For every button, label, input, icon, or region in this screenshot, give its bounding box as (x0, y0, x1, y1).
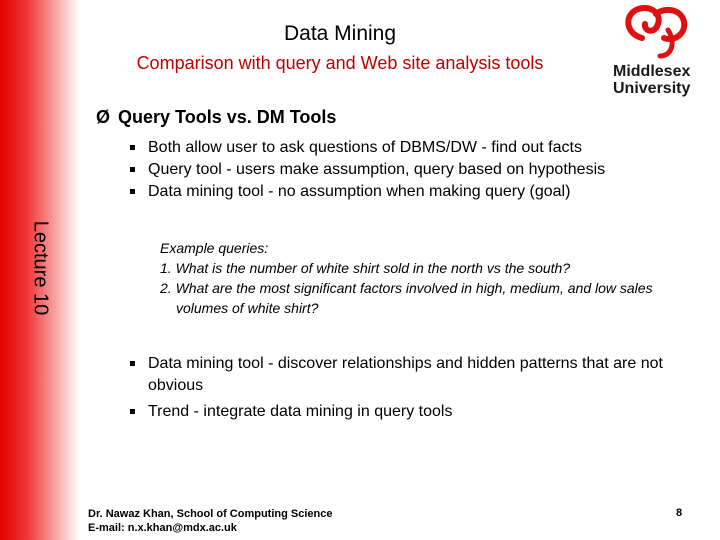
logo-line2: University (613, 80, 691, 97)
bullet-list-bottom (130, 353, 690, 423)
examples-title: Example queries: (160, 240, 269, 256)
arrow-bullet-icon: Ø (96, 107, 111, 127)
bullet-item: Both allow user to ask questions of DBMS/DW - find out facts (130, 137, 690, 159)
square-bullet-icon (130, 409, 135, 414)
section-heading-text: Query Tools vs. DM Tools (118, 107, 337, 127)
lecture-label: Lecture 10 (29, 220, 52, 316)
bullet-item: Query tool - users make assumption, query based on hypothesis (130, 159, 690, 181)
bullet-item: Data mining tool - discover relationships and hidden patterns that are not obvious (130, 353, 690, 397)
slide-subtitle: Comparison with query and Web site analysis tools (136, 53, 544, 73)
bullet-list-top (130, 137, 690, 203)
bullet-item: Trend - integrate data mining in query tools (130, 401, 690, 423)
slide-title: Data Mining (283, 22, 397, 45)
bullet-item: Data mining tool - no assumption when making query (goal) (130, 181, 690, 203)
example-item: 1. What is the number of white shirt sold in the north vs the south? (160, 260, 571, 276)
logo-swirl-icon (628, 8, 684, 56)
page-number: 8 (676, 507, 683, 519)
example-queries (160, 238, 700, 318)
author-email: E-mail: n.x.khan@mdx.ac.uk (88, 522, 237, 534)
square-bullet-icon (130, 189, 135, 194)
square-bullet-icon (130, 167, 135, 172)
section-heading (96, 107, 336, 128)
square-bullet-icon (130, 361, 135, 366)
logo-line1: Middlesex (613, 63, 691, 80)
square-bullet-icon (130, 145, 135, 150)
logo-text (613, 63, 703, 97)
example-item: 2. What are the most significant factors involved in high, medium, and low sales volumes of white shirt? (160, 280, 653, 316)
footer-author (88, 507, 332, 535)
author-name: Dr. Nawaz Khan, School of Computing Science (88, 508, 333, 520)
